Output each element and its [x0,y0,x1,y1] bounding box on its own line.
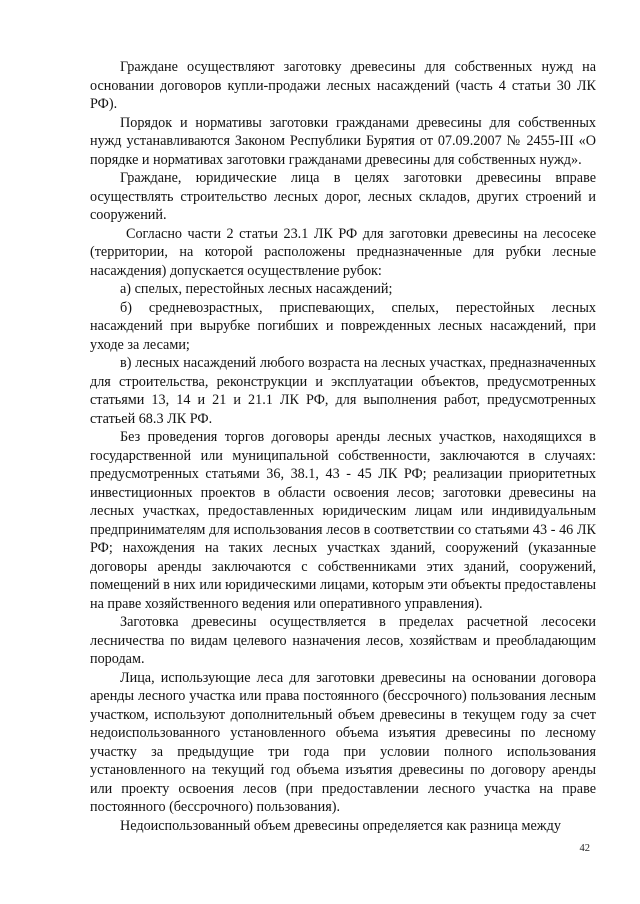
paragraph-3: Граждане, юридические лица в целях заготовки древесины вправе осуществлять строительство лесных дорог, лесных складов, других строений и сооружений. [90,170,596,223]
list-item-a: а) спелых, перестойных лесных насаждений; [120,281,393,297]
paragraph-2: Порядок и нормативы заготовки гражданами древесины для собственных нужд устанавливаются Законом Республики Бурятия от 07.09.2007 № 2455-III «О порядке и нормативах заготовки гражданами древесины для собственных нужд». [90,114,596,168]
paragraph-8: Недоиспользованный объем древесины определяется как разница между [120,817,561,834]
paragraph-1: Граждане осуществляют заготовку древесины для собственных нужд на основании договоров купли-продажи лесных насаждений (часть 4 статьи 30 ЛК РФ). [90,59,596,112]
paragraph-7: Лица, использующие леса для заготовки древесины на основании договора аренды лесного участка или права постоянного (бессрочного) пользования лесным участком, используют дополнительный объем древесины в текущем году за счет недоиспользованного установленного объема изъятия древесины по лесному участку за предыдущие три года при условии полного использования установленного на текущий год объема изъятия древесины по договору аренды или проекту освоения лесов (при предоставлении лесного участка на праве постоянного (бессрочного) пользования). [90,669,596,815]
paragraph-4: Согласно части 2 статьи 23.1 ЛК РФ для заготовки древесины на лесосеке (территории, на которой расположены предназначенные для рубки лесные насаждения) допускается осуществление рубок: [90,225,596,279]
page-number: 42 [579,843,590,854]
paragraph-6: Заготовка древесины осуществляется в пределах расчетной лесосеки лесничества по видам целевого назначения лесов, хозяйствам и преобладающим породам. [90,614,596,667]
paragraph-5: Без проведения торгов договоры аренды лесных участков, находящихся в государственной или муниципальной собственности, заключаются в случаях: предусмотренных статьями 36, 38.1, 43 - 45 ЛК РФ; реализации приоритетных инвестиционных проектов в области освоения лесов; заготовки древесины на лесных участках, предоставленных юридическим лицам или индивидуальным предпринимателям для использования лесов в соответствии со статьями 43 - 46 ЛК РФ; нахождения на таких лесных участках зданий, сооружений (указанные договоры аренды заключаются с собственниками этих зданий, сооружений, помещений в них или юридическими лицами, которым эти объекты предоставлены на праве хозяйственного ведения или оперативного управления). [90,429,596,612]
list-item-v: в) лесных насаждений любого возраста на лесных участках, предназначенных для строительства, реконструкции и эксплуатации объектов, предусмотренных статьями 13, 14 и 21 и 21.1 ЛК РФ, для выполнения работ, предусмотренных статьей 68.3 ЛК РФ. [90,355,596,427]
list-item-b: б) средневозрастных, приспевающих, спелых, перестойных лесных насаждений при вырубке погибших и поврежденных лесных насаждений, при уходе за лесами; [90,299,596,353]
document-page [90,58,596,835]
